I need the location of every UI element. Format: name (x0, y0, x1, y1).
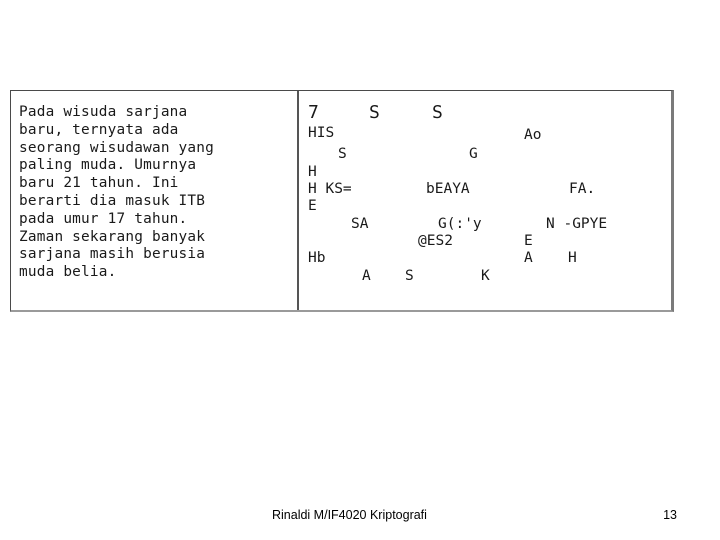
ciphertext-token: H (568, 250, 577, 266)
ciphertext-token: S (432, 102, 443, 123)
footer-course-label: Rinaldi M/IF4020 Kriptografi (272, 508, 427, 522)
ciphertext-token: HIS (308, 125, 335, 141)
ciphertext-token: E (524, 233, 533, 249)
cipher-figure (10, 90, 674, 312)
ciphertext-token: @ES2 (418, 233, 453, 249)
ciphertext-token: H KS= (308, 181, 352, 197)
plaintext-line: baru 21 tahun. Ini (19, 175, 179, 192)
ciphertext-token: bEAYA (426, 181, 470, 197)
ciphertext-token: 7 (308, 102, 319, 123)
plaintext-block (19, 104, 214, 282)
plaintext-line: seorang wisudawan yang (19, 139, 215, 156)
ciphertext-token: S (338, 146, 347, 162)
plaintext-line: sarjana masih berusia (19, 246, 206, 263)
page-number: 13 (663, 508, 677, 522)
ciphertext-token: N -GPYE (546, 216, 608, 232)
ciphertext-token: G (469, 146, 478, 162)
plaintext-line: paling muda. Umurnya (19, 157, 197, 174)
ciphertext-token: K (481, 268, 490, 284)
ciphertext-token: S (405, 268, 414, 284)
ciphertext-token: SA (351, 216, 369, 232)
plaintext-line: muda belia. (19, 264, 117, 281)
ciphertext-token: Hb (308, 250, 326, 266)
ciphertext-token: H (308, 164, 317, 180)
ciphertext-token: Ao (524, 127, 542, 143)
plaintext-line: pada umur 17 tahun. (19, 210, 188, 227)
ciphertext-token: S (369, 102, 380, 123)
ciphertext-token: FA. (569, 181, 596, 197)
plaintext-line: berarti dia masuk ITB (19, 192, 206, 209)
column-divider (297, 91, 299, 310)
plaintext-line: Zaman sekarang banyak (19, 228, 206, 245)
ciphertext-token: A (524, 250, 533, 266)
plaintext-line: Pada wisuda sarjana (19, 104, 188, 120)
plaintext-line: baru, ternyata ada (19, 121, 179, 138)
ciphertext-token: A (362, 268, 371, 284)
ciphertext-token: E (308, 198, 317, 214)
ciphertext-token: G(:'y (438, 216, 482, 232)
